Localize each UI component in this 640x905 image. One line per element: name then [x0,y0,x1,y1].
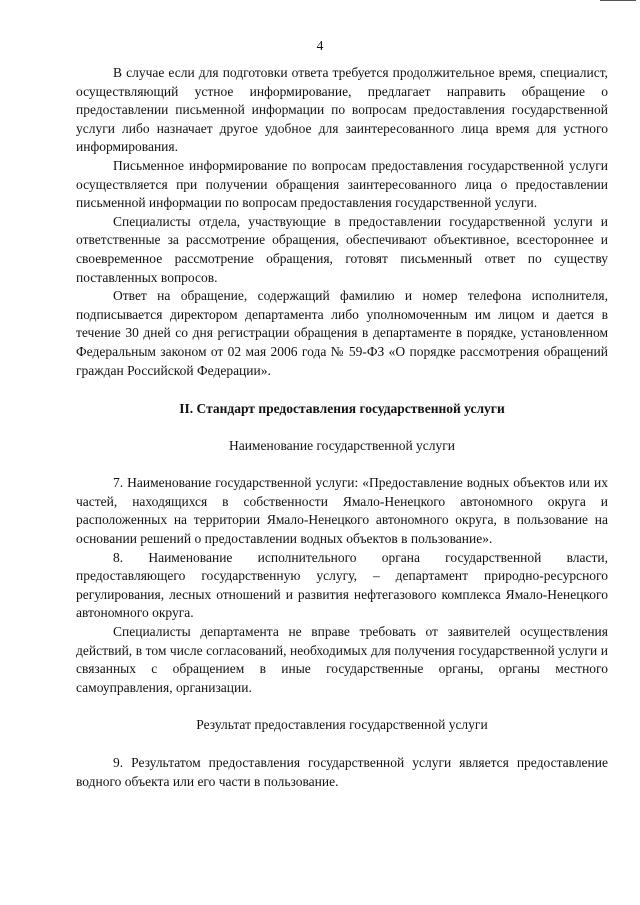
paragraph-written-info: Письменное информирование по вопросам предоставления государственной услуги осуществляется при получении обращения заинтересованного лица о предоставлении письменной информации по вопросам предоставления государственной услуги. [76,157,608,211]
page-number: 4 [316,38,324,53]
document-body [76,64,608,791]
paragraph-item-8: 8. Наименование исполнительного органа государственной власти, предоставляющего государственную услугу, – департамент природно-ресурсного регулирования, лесных отношений и развития нефтегазового комплекса Ямало-Ненецкого автономного округа. [76,549,608,621]
paragraph-oral-info: В случае если для подготовки ответа требуется продолжительное время, специалист, осуществляющий устное информирование, предлагает направить обращение о предоставлении письменной информации по вопросам предоставления государственной услуги либо назначает другое удобное для заинтересованного лица время для устного информирования. [76,65,608,155]
subheading-service-result: Результат предоставления государственной услуги [196,717,488,733]
paragraph-specialists-restriction: Специалисты департамента не вправе требовать от заявителей осуществления действий, в том числе согласований, необходимых для получения государственной услуги и связанных с обращением в иные государственные органы, органы местного самоуправления, организации. [76,624,608,695]
corner-mark [600,0,636,4]
section-heading: II. Стандарт предоставления государственной услуги [179,401,505,417]
paragraph-item-9: 9. Результатом предоставления государственной услуги является предоставление водного объекта или его части в пользование. [76,755,608,789]
paragraph-response-signing: Ответ на обращение, содержащий фамилию и номер телефона исполнителя, подписывается директором департамента либо уполномоченным им лицом и дается в течение 30 дней со дня регистрации обращения в департаменте в порядке, установленном Федеральным законом от 02 мая 2006 года № 59-ФЗ «О порядке рассмотрения обращений граждан Российской Федерации». [76,288,608,378]
subheading-service-name: Наименование государственной услуги [228,437,456,453]
paragraph-item-7: 7. Наименование государственной услуги: «Предоставление водных объектов или их частей, находящихся в собственности Ямало-Ненецкого автономного округа и расположенных на территории Ямало-Ненецкого автономного округа, в пользование на основании решений о предоставлении водных объектов в пользование». [76,475,608,547]
paragraph-specialists-review: Специалисты отдела, участвующие в предоставлении государственной услуги и ответственные за рассмотрение обращения, обеспечивают объективное, всестороннее и своевременное рассмотрение обращения, готовят письменный ответ по существу поставленных вопросов. [76,213,608,285]
